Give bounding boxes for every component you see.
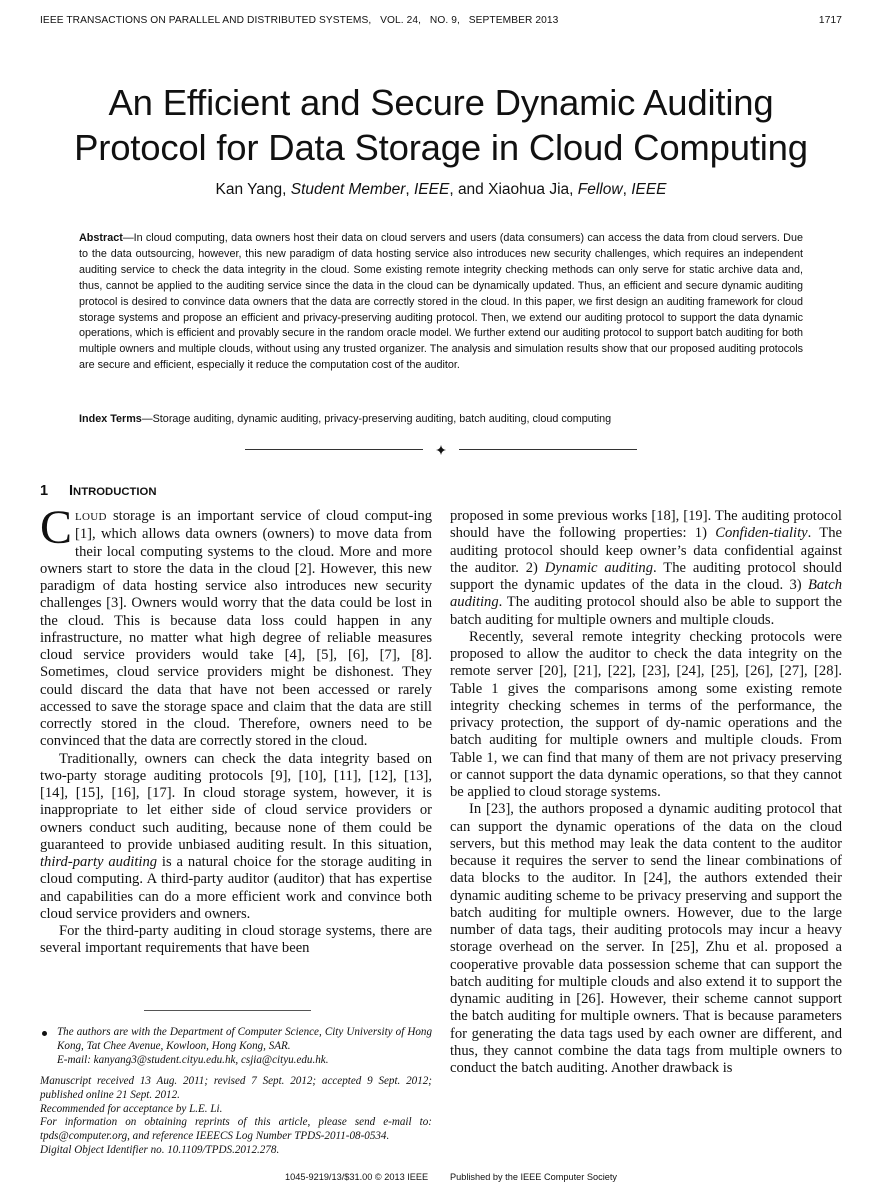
emphasis-confidentiality: Confiden-tiality (715, 525, 808, 542)
manuscript-dates: Manuscript received 13 Aug. 2011; revised 7 Sept. 2012; accepted 9 Sept. 2012; published online 21 Sept. 2012. (40, 1074, 432, 1101)
author-conjunction: and (457, 181, 484, 198)
properties-text-d: . The auditing protocol should also be able to support the batch auditing for multiple owners and multiple clouds. (450, 594, 842, 628)
publisher-line: Published by the IEEE Computer Society (450, 1172, 617, 1182)
emphasis-dynamic-auditing: Dynamic auditing (544, 559, 654, 576)
intro-paragraph-1 (40, 501, 432, 751)
author-line: Kan Yang, Student Member, IEEE, and Xiaohua Jia, Fellow, IEEE (215, 181, 667, 198)
intro-paragraph-6: In [23], the authors proposed a dynamic auditing protocol that can support the dynamic operations of the data on the cloud servers, but this method may leak the data content to the auditor because it requires the server to send the linear combinations of data blocks to the auditor. In [24], the authors extended their dynamic auditing scheme to be privacy preserving and support the batch auditing for multiple owners. However, due to the large number of data tags, their auditing protocols may incur a heavy storage overhead on the server. In [25], Zhu et al. proposed a cooperative provable data possession scheme that can support the batch auditing for multiple clouds and also extend it to support the dynamic auditing in [26]. However, their scheme cannot support the batch auditing for multiple owners. That is because parameters for generating the data tags used by each owner are different, and thus, they cannot combine the data tags from multiple owners to conduct the batch auditing. Another drawback is (450, 801, 842, 1076)
properties-text-b: . The auditing protocol should keep owner’s data confidential against the auditor. 2) (450, 525, 842, 576)
section-separator (245, 444, 638, 456)
abstract-dash: — (122, 232, 134, 244)
abstract (79, 231, 803, 374)
author-1-org: IEEE (413, 181, 450, 198)
right-column (450, 508, 842, 1077)
left-column (40, 501, 432, 958)
properties-text-a: proposed in some previous works [18], [19]. The auditing protocol should have the following properties: 1) (450, 508, 842, 542)
properties-text-c: . The auditing protocol should support the dynamic updates of the data in the cloud. 3) (450, 559, 842, 593)
copyright-line: 1045-9219/13/$31.00 © 2013 IEEE (285, 1172, 429, 1182)
intro-paragraph-2-text-b: is a natural choice for the storage auditing in cloud computing. A third-party auditor (auditor) that has expertise and capabilities can do a more efficient work and convince both cloud service providers and owners. (40, 854, 432, 922)
abstract-text: In cloud computing, data owners host their data on cloud servers and users (data consumers) can access the data from cloud servers. Due to the data outsourcing, however, this new paradigm of data hosting service also introduces new security challenges, which requires an independent auditing service to check the data integrity in the cloud. Some existing remote integrity checking methods can only serve for static archive data and, thus, cannot be applied to the auditing service since the data in the cloud can be dynamically updated. Thus, an efficient and secure dynamic auditing protocol is desired to convince data owners that the data are correctly stored in the cloud. In this paper, we first design an auditing framework for cloud storage systems and propose an efficient and privacy-preserving auditing protocol. Then, we extend our auditing protocol to support the data dynamic operations, which is efficient and provably secure in the random oracle model. We further extend our auditing protocol to support batch auditing for both multiple owners and multiple clouds, without using any trusted organizer. The analysis and simulation results show that our proposed auditing protocols are secure and efficient, especially it reduce the computation cost of the auditor. (79, 232, 803, 372)
affiliation-footnote (40, 1026, 432, 1068)
section-heading-introduction (40, 483, 157, 499)
reprints-info: For information on obtaining reprints of this article, please send e-mail to: tpds@computer.org, and reference IEEECS Log Number TPDS-2011-08-0534. (40, 1116, 432, 1143)
journal-name: IEEE TRANSACTIONS ON PARALLEL AND DISTRIBUTED SYSTEMS, VOL. 24, NO. 9, SEPTEMBER 2013 (40, 15, 559, 26)
drop-cap: C (40, 501, 73, 554)
title-line-1: An Efficient and Secure Dynamic Auditing (108, 82, 774, 123)
author-1-role: Student Member (290, 181, 406, 198)
emphasis-third-party-auditing: third-party auditing (40, 854, 158, 870)
intro-paragraph-1-text: storage is an important service of cloud comput-ing [1], which allows data owners (owners) to move data from their local computing systems to the cloud. More and more owners start to store the data in the cloud [2]. However, this new paradigm of data hosting service also introduces new security challenges [3]. Owners would worry that the data could be lost in the cloud. This is because data loss could happen in any infrastructure, no matter what high degree of reliable measures cloud service providers would take [4], [5], [6], [7], [8]. Sometimes, cloud service providers might be dishonest. They could discard the data that have not been accessed or rarely accessed to save the storage space and claim that the data are still correctly stored in the cloud. Therefore, owners need to be convinced that the data are correctly stored in the cloud. (40, 508, 432, 750)
footnotes (40, 1026, 432, 1158)
affiliation-text: The authors are with the Department of Computer Science, City University of Hong Kong, Tat Chee Avenue, Kowloon, Hong Kong, SAR. (57, 1026, 432, 1052)
index-terms-label: Index Terms (79, 413, 142, 425)
doi: Digital Object Identifier no. 10.1109/TPDS.2012.278. (40, 1144, 280, 1157)
author-1-name: Kan Yang (215, 181, 283, 198)
intro-paragraph-3: For the third-party auditing in cloud storage systems, there are several important requirements that have been (40, 923, 432, 957)
author-2-name: Xiaohua Jia (488, 181, 570, 198)
separator-rule-right (459, 449, 637, 450)
intro-paragraph-2 (40, 751, 432, 924)
bullet-icon (42, 1031, 47, 1036)
index-terms-text: Storage auditing, dynamic auditing, privacy-preserving auditing, batch auditing, cloud computing (152, 413, 612, 425)
footnote-rule (144, 1010, 311, 1011)
index-terms (79, 412, 803, 428)
page-number: 1717 (818, 15, 842, 26)
emphasis-batch-auditing: Batch auditing (450, 577, 842, 611)
author-2-org: IEEE (631, 181, 667, 198)
section-title-rest: NTRODUCTION (73, 486, 157, 498)
recommended-by: Recommended for acceptance by L.E. Li. (40, 1102, 223, 1115)
diamond-ornament-icon (436, 445, 446, 455)
title-line-2: Protocol for Data Storage in Cloud Computing (74, 127, 808, 168)
paper-title (20, 80, 862, 170)
author-emails: E-mail: kanyang3@student.cityu.edu.hk, csjia@cityu.edu.hk. (57, 1053, 329, 1066)
section-number: 1 (40, 483, 49, 499)
separator-rule-left (245, 449, 423, 450)
intro-paragraph-4 (450, 508, 842, 629)
author-2-role: Fellow (577, 181, 623, 198)
abstract-label: Abstract (79, 232, 123, 244)
index-terms-dash: — (141, 413, 153, 425)
intro-paragraph-5: Recently, several remote integrity checking protocols were proposed to allow the auditor to check the data integrity on the remote server [20], [21], [22], [23], [24], [25], [26], [27], [28]. Table 1 gives the comparisons among some existing remote integrity checking schemes in terms of the performance, the privacy protection, the support of dy-namic operations and the batch auditing for multiple owners and multiple clouds. From Table 1, we can find that many of them are not privacy preserving or cannot support the data dynamic operations, so that they cannot be applied to cloud storage systems. (450, 628, 842, 800)
intro-paragraph-2-text-a: Traditionally, owners can check the data integrity based on two-party storage auditing protocols [9], [10], [11], [12], [13], [14], [15], [16], [17]. In cloud storage system, however, it is inappropriate to let either side of cloud service providers or owners conduct such auditing, because none of them could be guaranteed to provide unbiased auditing result. In this situation, (40, 750, 432, 853)
section-title-initial: I (69, 483, 74, 499)
running-header (40, 15, 842, 29)
drop-cap-smallcaps: LOUD (75, 511, 107, 523)
section-title (69, 483, 157, 499)
